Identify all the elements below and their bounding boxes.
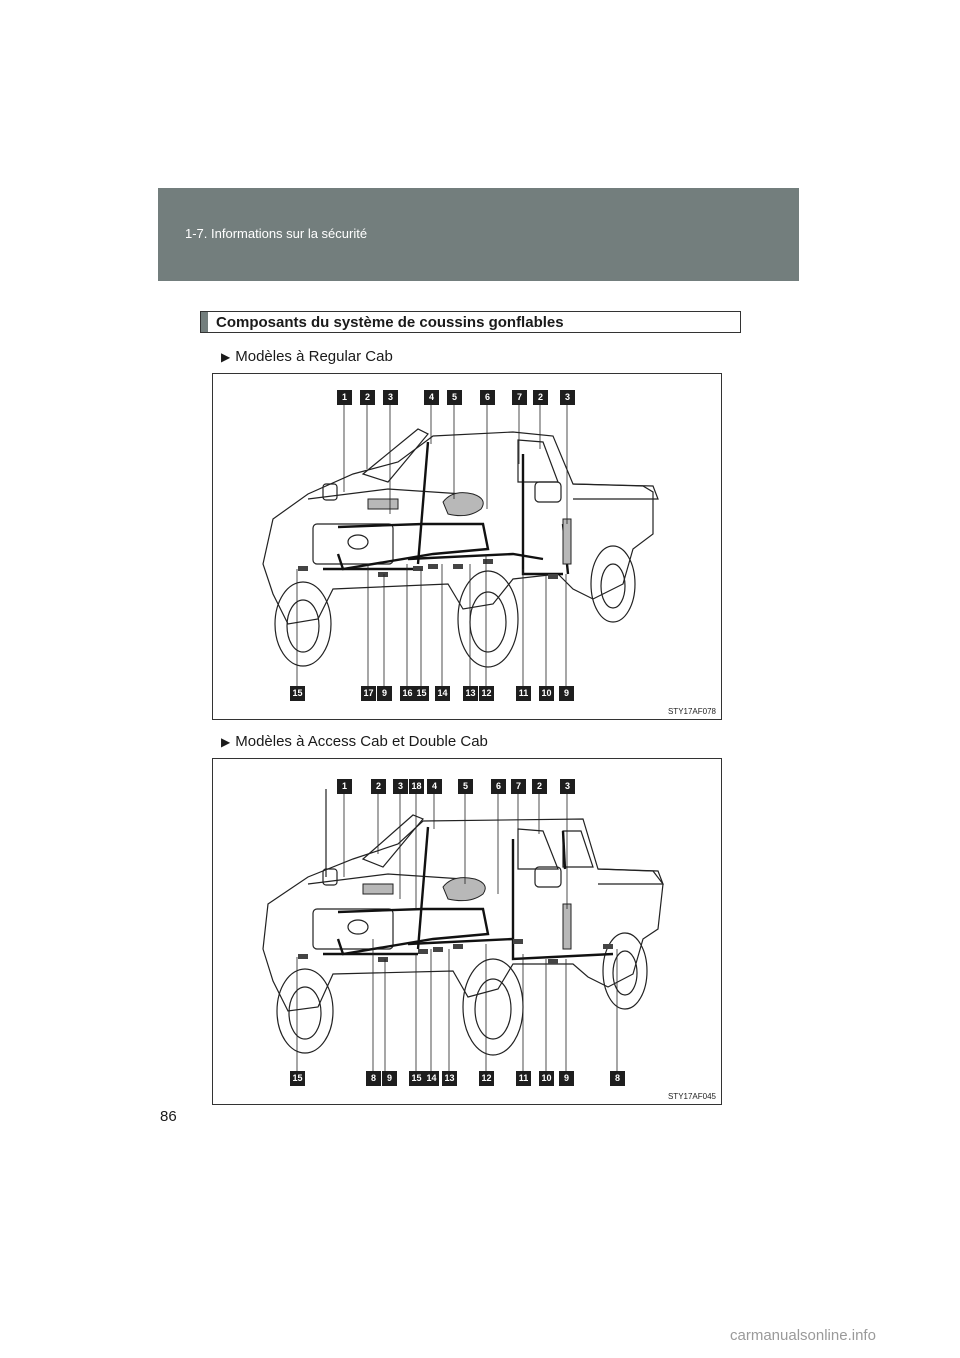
callout-badge: 15: [414, 686, 429, 701]
callout-badge: 12: [479, 1071, 494, 1086]
callout-badge: 6: [480, 390, 495, 405]
callout-badge: 10: [539, 1071, 554, 1086]
section-title: Composants du système de coussins gonflables: [216, 314, 564, 331]
callout-badge: 4: [424, 390, 439, 405]
callout-badge: 5: [447, 390, 462, 405]
figure-regular-cab: [212, 373, 722, 720]
callout-badge: 1: [337, 779, 352, 794]
callout-badge: 11: [516, 1071, 531, 1086]
callout-badge: 1: [337, 390, 352, 405]
callout-badge: 15: [409, 1071, 424, 1086]
watermark: carmanualsonline.info: [730, 1327, 876, 1344]
callout-badge: 3: [560, 390, 575, 405]
callout-badge: 3: [383, 390, 398, 405]
callout-badge: 13: [463, 686, 478, 701]
section-title-box: [200, 311, 741, 333]
callout-badge: 14: [435, 686, 450, 701]
callout-badge: 6: [491, 779, 506, 794]
callout-badge: 7: [512, 390, 527, 405]
callout-badge: 5: [458, 779, 473, 794]
callout-badge: 2: [360, 390, 375, 405]
callout-badge: 2: [533, 390, 548, 405]
callout-badge: 11: [516, 686, 531, 701]
truck-illustration-regular-cab: [213, 374, 722, 720]
callout-badge: 18: [409, 779, 424, 794]
figure-code: STY17AF078: [667, 707, 716, 716]
callout-badge: 8: [610, 1071, 625, 1086]
callout-badge: 3: [560, 779, 575, 794]
callout-badge: 3: [393, 779, 408, 794]
callout-badge: 2: [371, 779, 386, 794]
chapter-title: 1-7. Informations sur la sécurité: [185, 226, 368, 241]
callout-badge: 9: [559, 686, 574, 701]
subheading-access-double-cab: [221, 733, 488, 750]
subheading-text: Modèles à Access Cab et Double Cab: [235, 733, 488, 750]
callout-badge: 15: [290, 686, 305, 701]
section-title-accent: [201, 312, 208, 332]
callout-badge: 9: [559, 1071, 574, 1086]
subheading-text: Modèles à Regular Cab: [235, 348, 393, 365]
callout-badge: 17: [361, 686, 376, 701]
callout-badge: 15: [290, 1071, 305, 1086]
callout-badge: 8: [366, 1071, 381, 1086]
page-number: 86: [160, 1108, 177, 1125]
callout-badge: 12: [479, 686, 494, 701]
figure-code: STY17AF045: [667, 1092, 716, 1101]
callout-badge: 4: [427, 779, 442, 794]
subheading-regular-cab: [221, 348, 393, 365]
triangle-bullet-icon: ▶: [221, 350, 231, 364]
truck-illustration-double-cab: [213, 759, 722, 1105]
callout-badge: 10: [539, 686, 554, 701]
callout-badge: 13: [442, 1071, 457, 1086]
callout-badge: 2: [532, 779, 547, 794]
callout-badge: 7: [511, 779, 526, 794]
callout-badge: 9: [377, 686, 392, 701]
triangle-bullet-icon: ▶: [221, 735, 231, 749]
callout-badge: 16: [400, 686, 415, 701]
figure-access-double-cab: [212, 758, 722, 1105]
callout-badge: 9: [382, 1071, 397, 1086]
chapter-header: [158, 188, 799, 281]
callout-badge: 14: [424, 1071, 439, 1086]
